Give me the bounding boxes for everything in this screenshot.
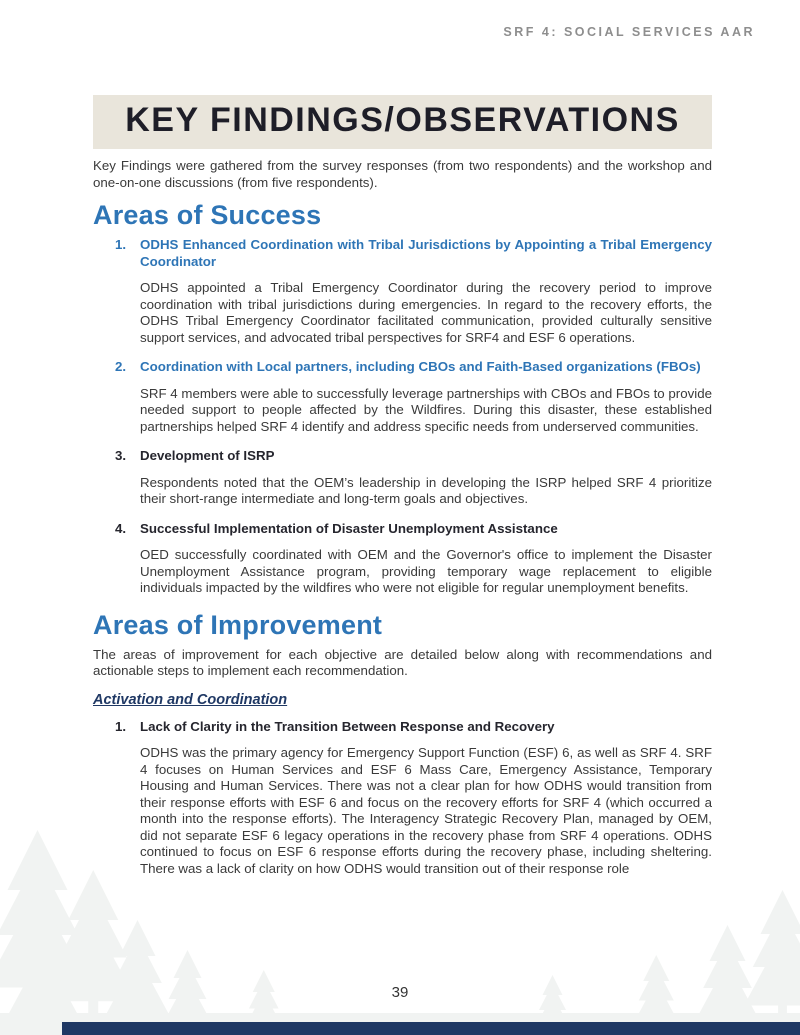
intro-paragraph: Key Findings were gathered from the survey responses (from two respondents) and the workshop and one-on-one discussions (from five respondents). — [93, 158, 712, 190]
success-item-3 — [115, 448, 712, 508]
running-header: SRF 4: SOCIAL SERVICES AAR — [503, 25, 755, 39]
item-number: 4. — [115, 520, 127, 536]
success-item-2 — [115, 359, 712, 435]
page-number: 39 — [391, 984, 409, 1001]
item-number: 2. — [115, 359, 127, 374]
bottom-accent-bar — [62, 1022, 800, 1035]
item-body: ODHS was the primary agency for Emergency Support Function (ESF) 6, as well as SRF 4. SRF 4 focuses on Human Services and ESF 6 Mass Care, Emergency Assistance, Temporary Housing and Human Services. There was not a clear plan for how ODHS would transition from their response efforts with ESF 6 and focus on the recovery efforts for SRF 4 (which occurred a month into the response efforts). The Interagency Strategic Recovery Plan, managed by OEM, did not separate ESF 6 legacy operations in the recovery phase from SRF 4 operations. ODHS continued to focus on ESF 6 response efforts during the recovery phase, including sheltering. There was a lack of clarity on how ODHS would transition out of their response role — [140, 745, 712, 876]
item-body: Respondents noted that the OEM’s leadership in developing the ISRP helped SRF 4 prioritize their short-range intermediate and long-term goals and objectives. — [140, 474, 712, 506]
item-number: 1. — [115, 237, 127, 252]
item-title: ODHS Enhanced Coordination with Tribal Jurisdictions by Appointing a Tribal Emergency Coordinator — [140, 237, 712, 269]
item-number: 1. — [115, 718, 127, 734]
item-heading — [115, 359, 712, 376]
item-heading — [115, 521, 712, 538]
success-item-1 — [115, 237, 712, 346]
item-body: SRF 4 members were able to successfully leverage partnerships with CBOs and FBOs to provide needed support to people affected by the Wildfires. During this disaster, these established partnerships helped SRF 4 identify and address specific needs from underserved communities. — [140, 385, 713, 434]
item-title: Successful Implementation of Disaster Unemployment Assistance — [140, 520, 558, 536]
item-body: OED successfully coordinated with OEM and the Governor's office to implement the Disaster Unemployment Assistance program, providing temporary wage replacement to eligible individuals impacted by the wildfires who were not eligible for regular unemployment benefits. — [140, 547, 712, 595]
item-heading — [115, 448, 712, 465]
item-heading — [115, 237, 712, 270]
section-heading-areas-of-success: Areas of Success — [93, 200, 322, 230]
item-title: Lack of Clarity in the Transition Between Response and Recovery — [140, 718, 555, 734]
item-body: ODHS appointed a Tribal Emergency Coordinator during the recovery period to improve coordination with tribal jurisdictions during emergencies. In regard to the recovery efforts, the ODHS Tribal Emergency Coordinator facilitated communication, provided culturally sensitive support services, and advocated tribal perspectives for SRF4 and ESF 6 operations. — [140, 280, 712, 345]
section-heading-areas-of-improvement: Areas of Improvement — [93, 609, 383, 640]
improvement-intro-paragraph: The areas of improvement for each objective are detailed below along with recommendations and actionable steps to implement each recommendation. — [93, 646, 712, 678]
item-title: Development of ISRP — [140, 448, 275, 463]
item-heading — [115, 719, 712, 736]
subsection-heading-activation-and-coordination: Activation and Coordination — [93, 691, 288, 708]
improvement-item-1 — [115, 719, 712, 878]
page-content — [93, 95, 712, 890]
success-item-4 — [115, 521, 712, 597]
item-title: Coordination with Local partners, including CBOs and Faith-Based organizations (FBOs) — [140, 359, 701, 374]
page-title: KEY FINDINGS/OBSERVATIONS — [93, 95, 712, 149]
item-number: 3. — [115, 448, 127, 463]
